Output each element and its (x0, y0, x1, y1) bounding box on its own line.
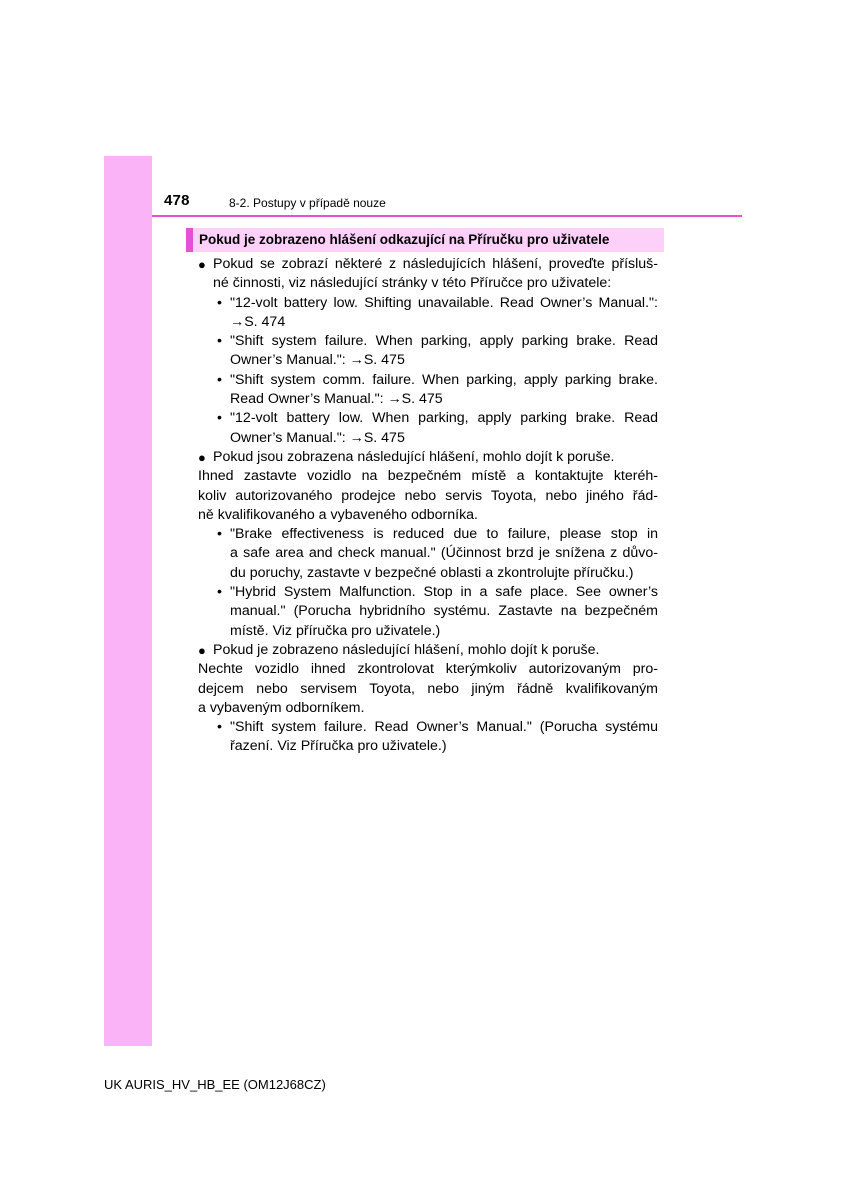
sub-list-item (198, 332, 658, 371)
dot-icon: • (217, 371, 222, 388)
dot-icon: • (217, 294, 222, 311)
sub-item-line: Owner’s Manual.": →S. 475 (230, 429, 405, 446)
page-number: 478 (164, 192, 190, 209)
sub-item-line: Read Owner’s Manual.": →S. 475 (230, 391, 443, 408)
sub-item-line: "Shift system comm. failure. When parking, apply parking brake. (230, 371, 658, 388)
heading-text: Pokud je zobrazeno hlášení odkazující na Příručku pro uživatele (199, 232, 610, 247)
list-item (198, 255, 658, 294)
sub-list-item (198, 409, 658, 448)
dot-icon: • (217, 526, 222, 543)
header-divider (152, 215, 742, 217)
heading-box (186, 228, 664, 252)
item-line: Ihned zastavte vozidlo na bezpečném místě a kontaktujte kteréh- (198, 468, 658, 485)
sub-item-line: "Hybrid System Malfunction. Stop in a safe place. See owner’s (230, 584, 658, 601)
sub-item-line: "12-volt battery low. Shifting unavailable. Read Owner’s Manual.": (230, 294, 658, 311)
item-line: Pokud je zobrazeno následující hlášení, mohlo dojít k poruše. (213, 641, 600, 658)
content-body (198, 255, 658, 757)
item-line: koliv autorizovaného prodejce nebo servis Toyota, nebo jiného řád- (198, 487, 658, 504)
sub-item-line: "Shift system failure. Read Owner’s Manual." (Porucha systému (230, 719, 658, 736)
bullet-icon: ● (198, 449, 206, 465)
item-line: dejcem nebo servisem Toyota, nebo jiným řádně kvalifikovaným (198, 680, 658, 697)
dot-icon: • (217, 719, 222, 736)
list-item (198, 641, 658, 660)
sub-item-line: "Shift system failure. When parking, apply parking brake. Read (230, 333, 658, 350)
bullet-icon: ● (198, 257, 206, 272)
sub-item-line: řazení. Viz Příručka pro uživatele.) (230, 738, 447, 755)
sub-item-line: místě. Viz příručka pro uživatele.) (230, 622, 441, 639)
item-line: Pokud se zobrazí některé z následujících hlášení, proveďte přísluš- (213, 256, 658, 272)
side-tab-band (104, 156, 152, 1046)
sub-list-item (198, 294, 658, 333)
dot-icon: • (217, 333, 222, 350)
dot-icon: • (217, 410, 222, 427)
sub-item-line: a safe area and check manual." (Účinnost brzd je snížena z důvo- (230, 545, 658, 562)
sub-item-line: manual." (Porucha hybridního systému. Zastavte na bezpečném (230, 603, 658, 620)
sub-list-item (198, 583, 658, 641)
sub-list-item (198, 718, 658, 757)
item-line: Pokud jsou zobrazena následující hlášení, mohlo dojít k poruše. (213, 448, 615, 465)
sub-item-line: Owner’s Manual.": →S. 475 (230, 352, 405, 369)
footer-code: UK AURIS_HV_HB_EE (OM12J68CZ) (104, 1077, 326, 1092)
sub-item-line: →S. 474 (230, 313, 286, 330)
sub-item-line: du poruchy, zastavte v bezpečné oblasti a zkontrolujte příručku.) (230, 564, 634, 581)
item-line: ně kvalifikovaného a vybaveného odborníka. (198, 506, 479, 523)
sub-list-item (198, 525, 658, 583)
bullet-icon: ● (198, 642, 206, 658)
item-line: né činnosti, viz následující stránky v této Příručce pro uživatele: (213, 275, 612, 292)
sub-item-line: "12-volt battery low. When parking, apply parking brake. Read (230, 410, 658, 427)
list-item (198, 448, 658, 467)
sub-item-line: "Brake effectiveness is reduced due to failure, please stop in (230, 526, 658, 543)
dot-icon: • (217, 584, 222, 601)
section-title: 8-2. Postupy v případě nouze (229, 196, 386, 210)
item-line: Nechte vozidlo ihned zkontrolovat kterýmkoliv autorizovaným pro- (198, 661, 658, 678)
item-line: a vybaveným odborníkem. (198, 699, 365, 716)
sub-list-item (198, 371, 658, 410)
